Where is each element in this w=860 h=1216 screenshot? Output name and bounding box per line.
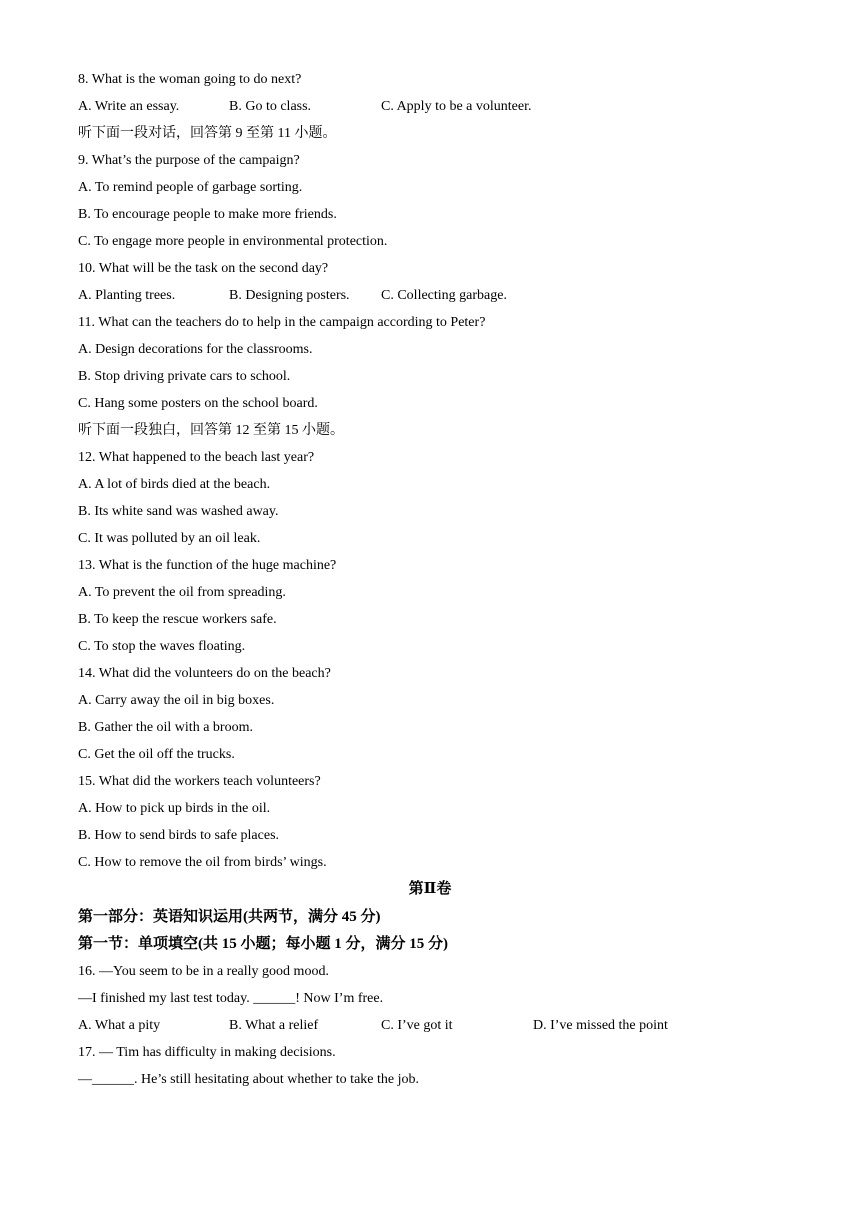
q8-option-b: B. Go to class. xyxy=(229,99,312,114)
q16-option-c: C. I’ve got it xyxy=(381,1018,453,1033)
instruction-9-11: 听下面一段对话，回答第 9 至第 11 小题。 xyxy=(78,126,337,141)
q9-option-a: A. To remind people of garbage sorting. xyxy=(78,180,303,195)
q15-option-b: B. How to send birds to safe places. xyxy=(78,828,280,843)
instruction-12-15: 听下面一段独白，回答第 12 至第 15 小题。 xyxy=(78,423,344,438)
q11-stem: 11. What can the teachers do to help in the campaign according to Peter? xyxy=(78,315,486,330)
q14-option-a: A. Carry away the oil in big boxes. xyxy=(78,693,275,708)
q11-option-a: A. Design decorations for the classrooms. xyxy=(78,342,313,357)
q14-stem: 14. What did the volunteers do on the beach? xyxy=(78,666,331,681)
q10-option-b: B. Designing posters. xyxy=(229,288,350,303)
q11-option-c: C. Hang some posters on the school board. xyxy=(78,396,318,411)
q9-option-c: C. To engage more people in environmental protection. xyxy=(78,234,388,249)
volume-title: 第Ⅱ卷 xyxy=(408,881,452,897)
section1-title: 第一节：单项填空(共 15 小题；每小题 1 分，满分 15 分) xyxy=(78,936,448,952)
q13-option-c: C. To stop the waves floating. xyxy=(78,639,246,654)
q16-line2: —I finished my last test today. ______! Now I’m free. xyxy=(78,991,384,1006)
q16-line1: 16. —You seem to be in a really good mood. xyxy=(78,964,329,979)
q10-option-a: A. Planting trees. xyxy=(78,288,176,303)
q13-option-b: B. To keep the rescue workers safe. xyxy=(78,612,277,627)
q12-option-b: B. Its white sand was washed away. xyxy=(78,504,279,519)
q8-stem: 8. What is the woman going to do next? xyxy=(78,72,302,87)
q16-option-b: B. What a relief xyxy=(229,1018,319,1033)
q15-option-a: A. How to pick up birds in the oil. xyxy=(78,801,271,816)
q17-line1: 17. — Tim has difficulty in making decisions. xyxy=(78,1045,336,1060)
q16-option-a: A. What a pity xyxy=(78,1018,161,1033)
q12-option-c: C. It was polluted by an oil leak. xyxy=(78,531,261,546)
q8-option-a: A. Write an essay. xyxy=(78,99,180,114)
q14-option-c: C. Get the oil off the trucks. xyxy=(78,747,235,762)
q8-option-c: C. Apply to be a volunteer. xyxy=(381,99,532,114)
q14-option-b: B. Gather the oil with a broom. xyxy=(78,720,253,735)
q15-option-c: C. How to remove the oil from birds’ wings. xyxy=(78,855,327,870)
q13-option-a: A. To prevent the oil from spreading. xyxy=(78,585,286,600)
q10-stem: 10. What will be the task on the second day? xyxy=(78,261,329,276)
q11-option-b: B. Stop driving private cars to school. xyxy=(78,369,291,384)
q12-option-a: A. A lot of birds died at the beach. xyxy=(78,477,271,492)
q9-option-b: B. To encourage people to make more friends. xyxy=(78,207,337,222)
q9-stem: 9. What’s the purpose of the campaign? xyxy=(78,153,300,168)
q13-stem: 13. What is the function of the huge machine? xyxy=(78,558,337,573)
q17-line2: —______. He’s still hesitating about whether to take the job. xyxy=(78,1072,419,1087)
q16-option-d: D. I’ve missed the point xyxy=(533,1018,668,1033)
q10-option-c: C. Collecting garbage. xyxy=(381,288,507,303)
q15-stem: 15. What did the workers teach volunteers? xyxy=(78,774,321,789)
part1-title: 第一部分：英语知识运用(共两节，满分 45 分) xyxy=(78,909,381,925)
q12-stem: 12. What happened to the beach last year? xyxy=(78,450,315,465)
